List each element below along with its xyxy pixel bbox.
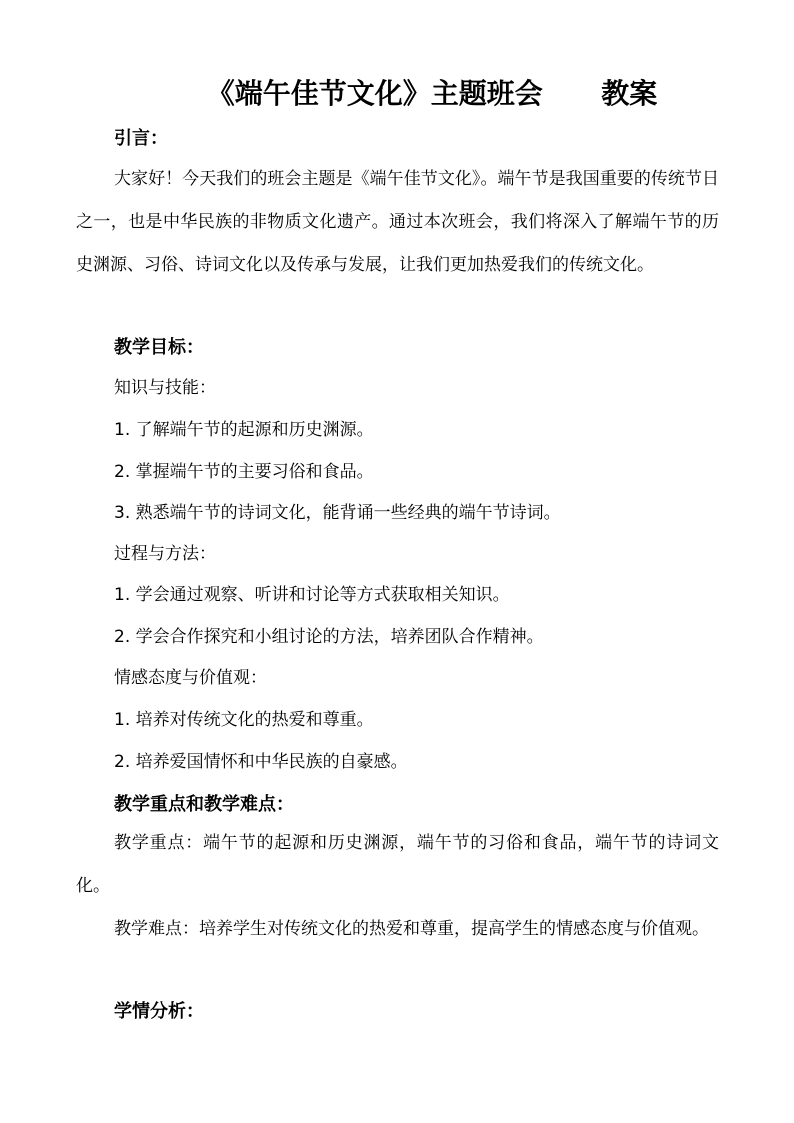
process-item-2: 2. 学会合作探究和小组讨论的方法，培养团队合作精神。 xyxy=(114,627,544,647)
intro-heading: 引言： xyxy=(114,128,168,149)
teaching-focus: 教学重点：端午节的起源和历史渊源，端午节的习俗和食品，端午节的诗词文化。 xyxy=(76,833,719,896)
objectives-heading: 教学目标： xyxy=(114,337,204,358)
key-points-heading: 教学重点和教学难点： xyxy=(114,794,294,815)
emotion-item-2: 2. 培养爱国情怀和中华民族的自豪感。 xyxy=(114,752,408,772)
knowledge-item-2: 2. 掌握端午节的主要习俗和食品。 xyxy=(114,462,374,482)
knowledge-label: 知识与技能： xyxy=(114,378,216,398)
knowledge-item-3: 3. 熟悉端午节的诗词文化，能背诵一些经典的端午节诗词。 xyxy=(114,503,561,523)
analysis-heading: 学情分析： xyxy=(114,1001,204,1022)
knowledge-item-1: 1. 了解端午节的起源和历史渊源。 xyxy=(114,420,374,440)
emotion-item-1: 1. 培养对传统文化的热爱和尊重。 xyxy=(114,710,374,730)
page-title: 《端午佳节文化》主题班会 教案 xyxy=(206,77,658,110)
process-label: 过程与方法： xyxy=(114,544,216,564)
emotion-label: 情感态度与价值观： xyxy=(114,668,267,688)
process-item-1: 1. 学会通过观察、听讲和讨论等方式获取相关知识。 xyxy=(114,585,510,605)
intro-paragraph: 大家好！今天我们的班会主题是《端午佳节文化》。端午节是我国重要的传统节日之一，也是中华民族的非物质文化遗产。通过本次班会，我们将深入了解端午节的历史渊源、习俗、诗词文化以及传承与发展，让我们更加热爱我们的传统文化。 xyxy=(76,169,719,275)
teaching-difficulty: 教学难点：培养学生对传统文化的热爱和尊重，提高学生的情感态度与价值观。 xyxy=(114,919,709,939)
